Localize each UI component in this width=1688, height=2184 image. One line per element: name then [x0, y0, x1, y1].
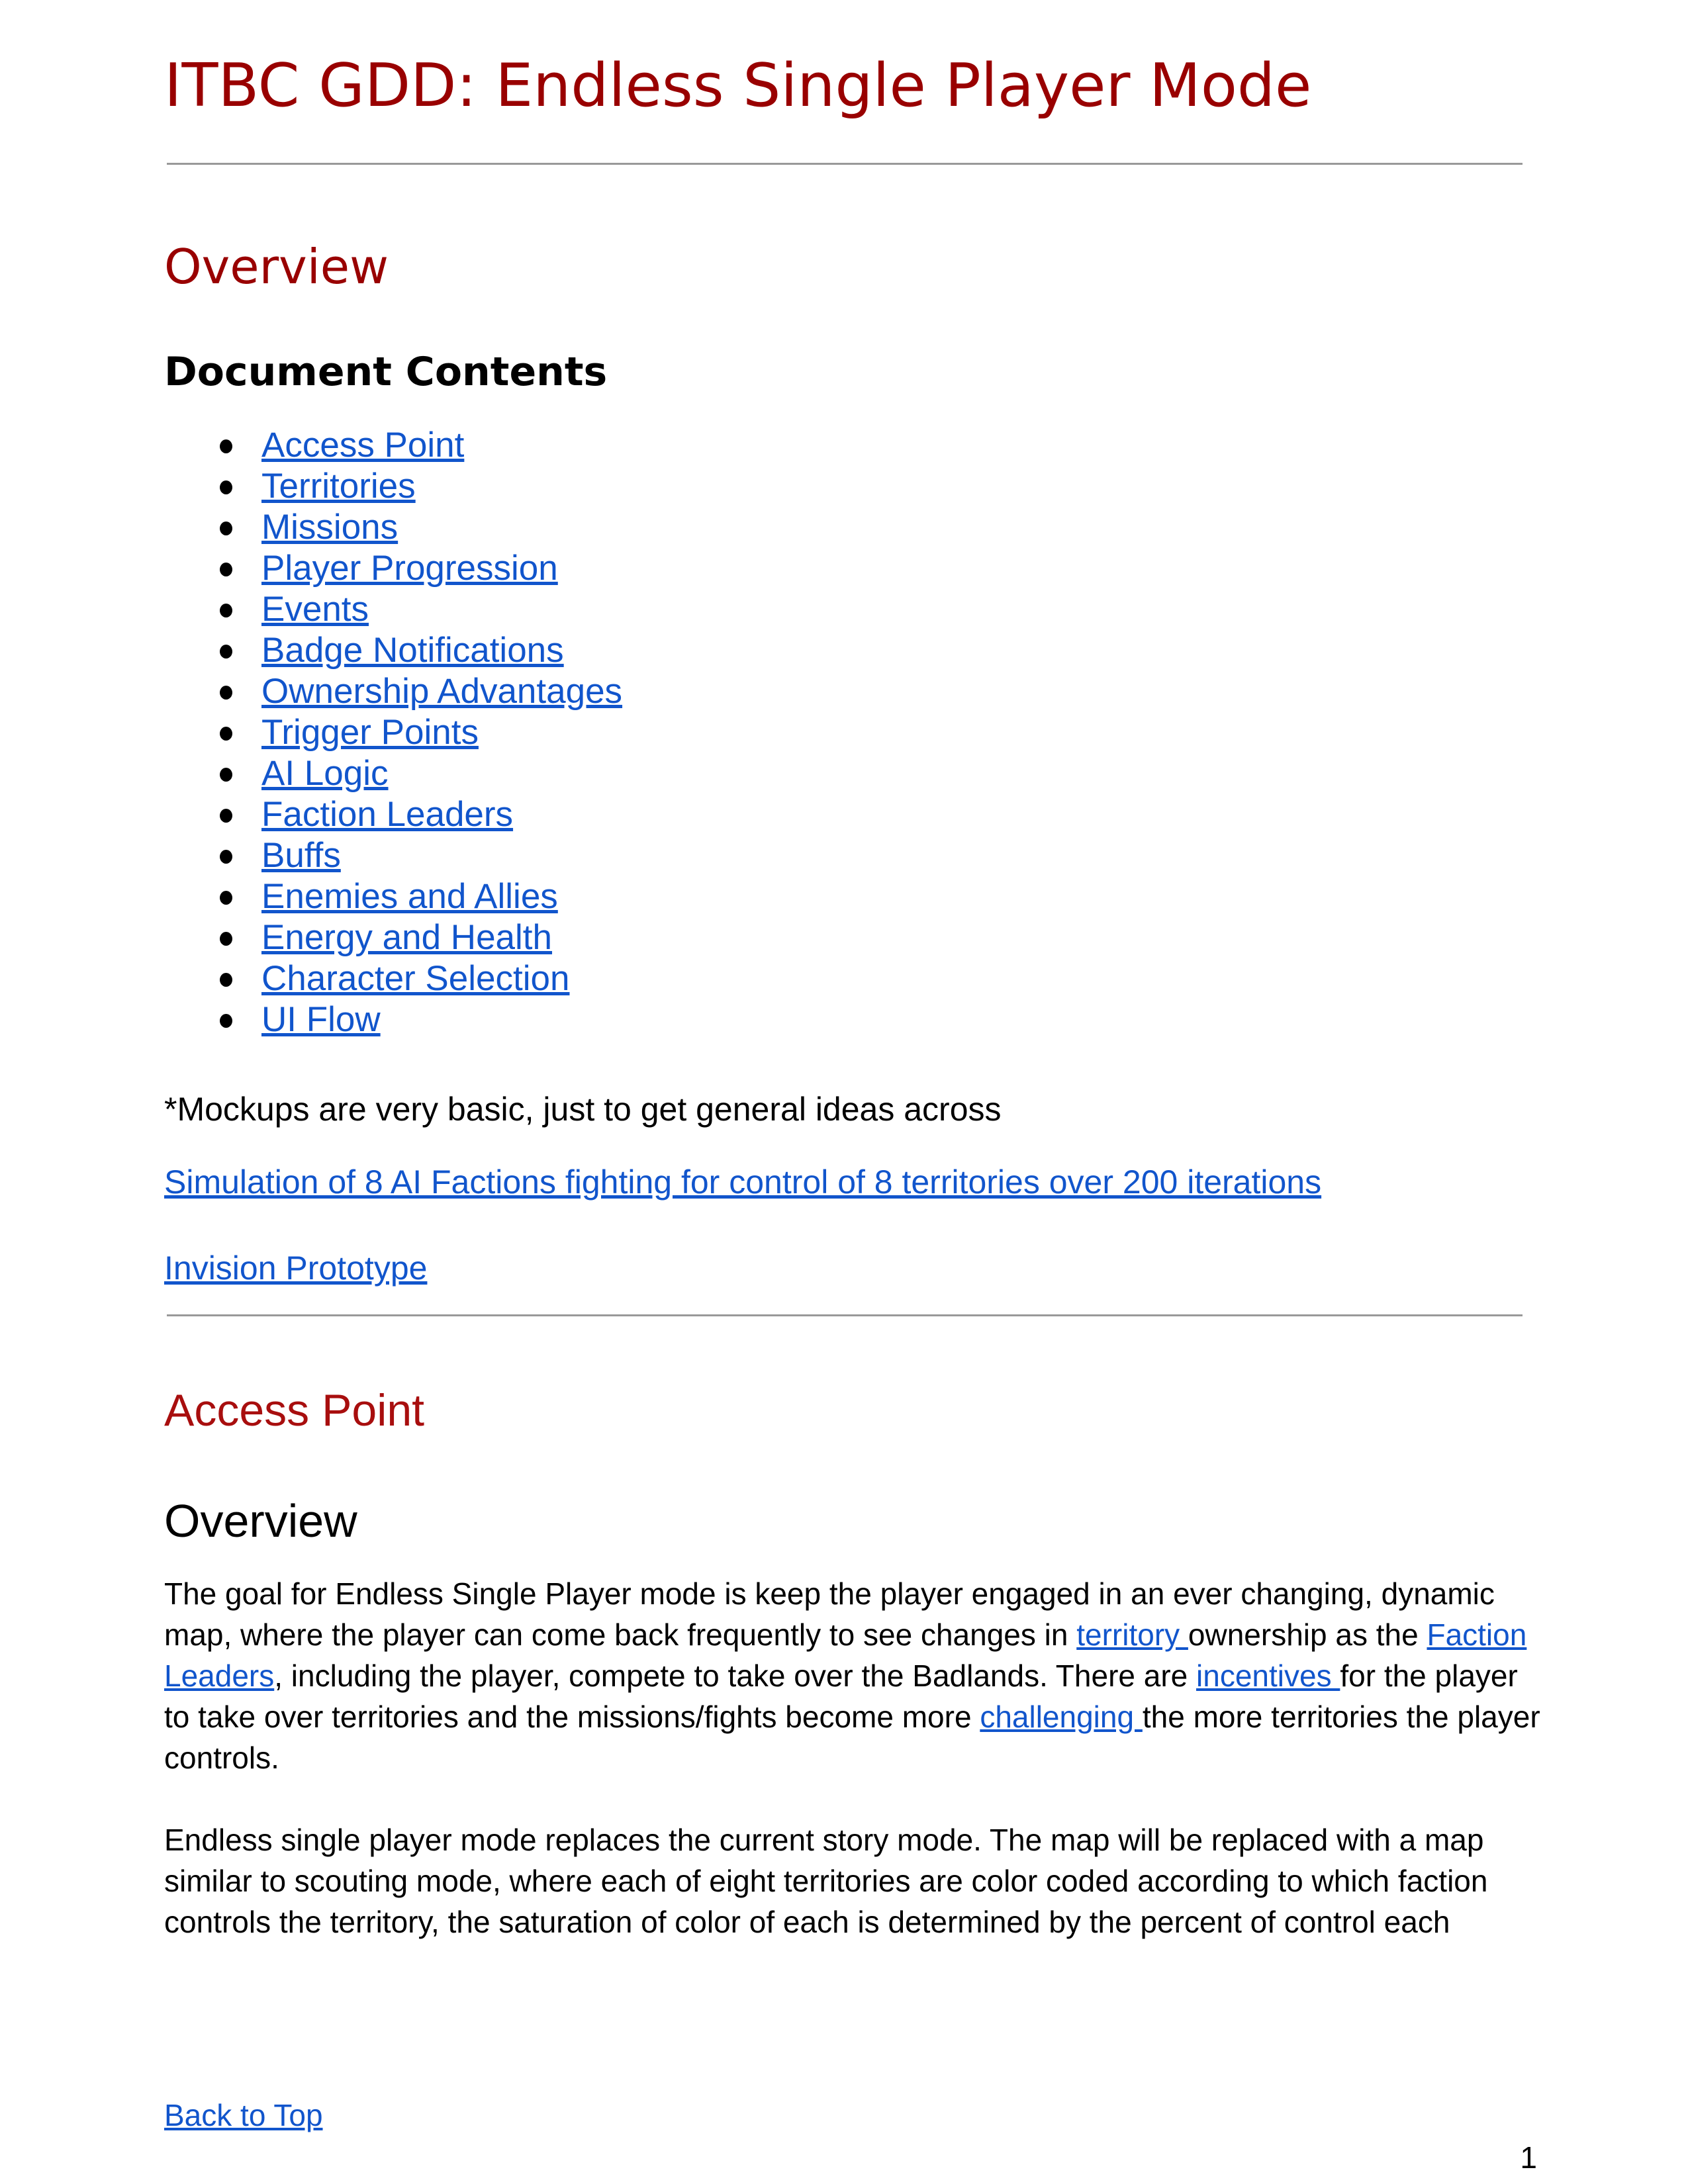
bullet-icon [220, 809, 232, 823]
text-line [164, 1573, 1544, 1614]
paragraph-endless-mode [164, 1819, 1544, 1942]
text-line [164, 1901, 1544, 1942]
toc-link[interactable]: Faction Leaders [261, 795, 514, 834]
text-segment: similar to scouting mode, where each of eight territories are color coded according to which faction [164, 1864, 1488, 1898]
toc-item [164, 876, 1544, 917]
bullet-icon [220, 686, 232, 700]
toc-link[interactable]: Energy and Health [261, 918, 553, 957]
text-segment: the more territories the player [1142, 1700, 1540, 1734]
toc-item [164, 548, 1544, 589]
inline-link[interactable]: territory [1076, 1617, 1188, 1652]
text-segment: ownership as the [1188, 1617, 1427, 1652]
text-line [164, 1614, 1544, 1655]
inline-link[interactable]: incentives [1196, 1659, 1340, 1693]
text-segment: controls the territory, the saturation of color of each is determined by the percent of control each [164, 1905, 1450, 1939]
bullet-icon [220, 973, 232, 987]
horizontal-rule-middle [167, 1314, 1523, 1316]
bullet-icon [220, 522, 232, 535]
bullet-icon [220, 768, 232, 782]
inline-link[interactable]: challenging [980, 1700, 1143, 1734]
toc-link[interactable]: Ownership Advantages [261, 672, 623, 711]
toc-link[interactable]: Access Point [261, 426, 465, 465]
text-line [164, 1737, 1544, 1778]
toc-item [164, 466, 1544, 507]
back-to-top-link[interactable]: Back to Top [164, 2098, 323, 2132]
simulation-link[interactable]: Simulation of 8 AI Factions fighting for control of 8 territories over 200 iterations [164, 1163, 1322, 1201]
heading-document-contents: Document Contents [164, 349, 608, 395]
text-segment: for the player [1340, 1659, 1518, 1693]
toc-item [164, 917, 1544, 958]
text-segment: map, where the player can come back frequently to see changes in [164, 1617, 1077, 1652]
bullet-icon [220, 645, 232, 659]
bullet-icon [220, 850, 232, 864]
text-line [164, 1860, 1544, 1901]
bullet-icon [220, 480, 232, 494]
toc-item [164, 794, 1544, 835]
text-line [164, 1819, 1544, 1860]
text-segment: , including the player, compete to take over the Badlands. There are [274, 1659, 1197, 1693]
paragraph-goal [164, 1573, 1544, 1778]
invision-prototype-link[interactable]: Invision Prototype [164, 1250, 428, 1287]
text-segment: to take over territories and the missions/fights become more [164, 1700, 980, 1734]
text-line [164, 1655, 1544, 1696]
heading-overview: Overview [164, 239, 389, 295]
toc-link[interactable]: Enemies and Allies [261, 877, 558, 916]
bullet-icon [220, 439, 232, 453]
toc-link[interactable]: Buffs [261, 836, 341, 875]
page-number: 1 [1520, 2140, 1537, 2175]
bullet-icon [220, 891, 232, 905]
toc-item [164, 999, 1544, 1040]
text-segment: The goal for Endless Single Player mode is keep the player engaged in an ever changing, dynamic [164, 1576, 1495, 1611]
toc-link[interactable]: Territories [261, 467, 416, 506]
text-segment: Endless single player mode replaces the current story mode. The map will be replaced with a map [164, 1823, 1484, 1857]
bullet-icon [220, 604, 232, 617]
horizontal-rule-top [167, 163, 1523, 165]
toc-link[interactable]: Missions [261, 508, 399, 547]
toc-item [164, 712, 1544, 753]
document-contents-list [164, 425, 1544, 1040]
toc-link[interactable]: AI Logic [261, 754, 389, 793]
toc-link[interactable]: Character Selection [261, 959, 570, 998]
toc-link[interactable]: Player Progression [261, 549, 558, 588]
toc-link[interactable]: Badge Notifications [261, 631, 564, 670]
text-segment: controls. [164, 1741, 279, 1775]
mockups-note: *Mockups are very basic, just to get general ideas across [164, 1091, 1002, 1128]
heading-access-point-overview: Overview [164, 1495, 357, 1547]
inline-link[interactable]: Faction [1427, 1617, 1527, 1652]
inline-link[interactable]: Leaders [164, 1659, 275, 1693]
toc-item [164, 958, 1544, 999]
toc-item [164, 425, 1544, 466]
toc-item [164, 589, 1544, 630]
toc-item [164, 835, 1544, 876]
heading-access-point: Access Point [164, 1385, 425, 1435]
toc-item [164, 753, 1544, 794]
bullet-icon [220, 932, 232, 946]
toc-item [164, 507, 1544, 548]
toc-item [164, 671, 1544, 712]
bullet-icon [220, 727, 232, 741]
bullet-icon [220, 1014, 232, 1028]
toc-link[interactable]: Trigger Points [261, 713, 479, 752]
text-line [164, 1696, 1544, 1737]
toc-link[interactable]: Events [261, 590, 369, 629]
toc-link[interactable]: UI Flow [261, 1000, 381, 1039]
toc-item [164, 630, 1544, 671]
document-title: ITBC GDD: Endless Single Player Mode [164, 51, 1312, 120]
bullet-icon [220, 563, 232, 576]
